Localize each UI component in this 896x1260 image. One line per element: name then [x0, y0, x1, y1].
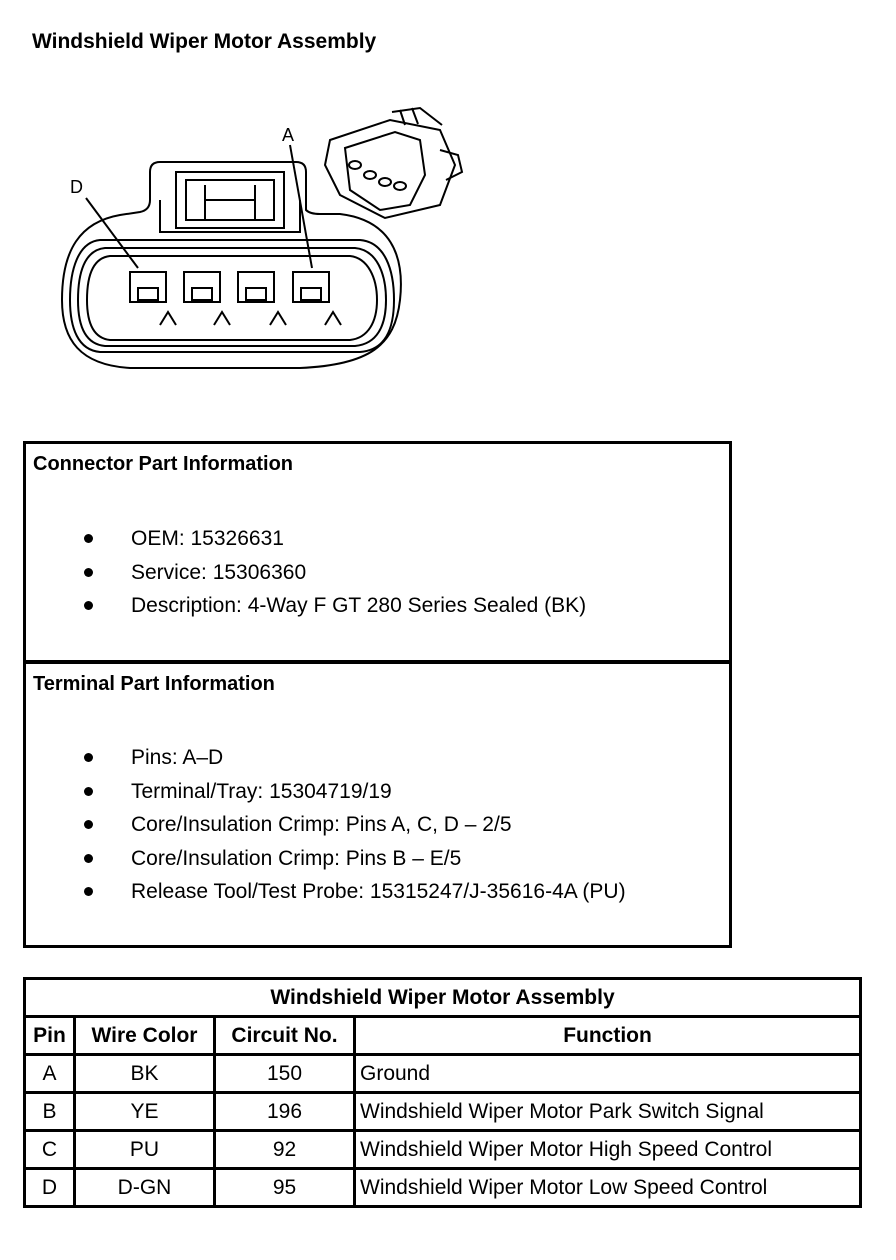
cell-pin: A: [25, 1055, 75, 1093]
bullet-icon: [84, 854, 93, 863]
bullet-icon: [84, 887, 93, 896]
terminal-part-info-list: [26, 741, 626, 909]
leader-line-d: [86, 198, 138, 268]
cell-pin: D: [25, 1169, 75, 1207]
cell-circuit-no: 95: [215, 1169, 355, 1207]
terminal-part-info-heading: Terminal Part Information: [33, 673, 275, 695]
cell-function: Windshield Wiper Motor Park Switch Signal: [355, 1093, 861, 1131]
bullet-icon: [84, 753, 93, 762]
cell-function: Windshield Wiper Motor High Speed Control: [355, 1131, 861, 1169]
table-row: [25, 1169, 861, 1207]
terminal-part-info-box: [23, 661, 732, 948]
cell-wire-color: YE: [75, 1093, 215, 1131]
bullet-icon: [84, 534, 93, 543]
column-header-pin: Pin: [25, 1017, 75, 1055]
column-header-circuit-no: Circuit No.: [215, 1017, 355, 1055]
list-item: Core/Insulation Crimp: Pins B – E/5: [26, 842, 626, 876]
pin-cavity-d: [130, 272, 166, 302]
cell-function: Ground: [355, 1055, 861, 1093]
list-item: Terminal/Tray: 15304719/19: [26, 775, 626, 809]
cell-wire-color: PU: [75, 1131, 215, 1169]
connector-3d-thumbnail: [325, 108, 462, 218]
connector-part-info-box: [23, 441, 732, 663]
bullet-icon: [84, 601, 93, 610]
connector-part-info-heading: Connector Part Information: [33, 453, 294, 475]
table-row: [25, 1055, 861, 1093]
list-item: Release Tool/Test Probe: 15315247/J-35616-4A (PU): [26, 875, 626, 909]
cell-function: Windshield Wiper Motor Low Speed Control: [355, 1169, 861, 1207]
list-item: Core/Insulation Crimp: Pins A, C, D – 2/5: [26, 808, 626, 842]
list-item: Service: 15306360: [26, 556, 586, 590]
pin-label-a: A: [282, 125, 295, 145]
connector-part-info-list: [26, 522, 586, 623]
connector-diagram: [0, 0, 896, 400]
bullet-icon: [84, 568, 93, 577]
cell-circuit-no: 150: [215, 1055, 355, 1093]
pin-cavity-b: [238, 272, 274, 302]
bullet-icon: [84, 820, 93, 829]
cell-pin: C: [25, 1131, 75, 1169]
bullet-icon: [84, 787, 93, 796]
cell-wire-color: D-GN: [75, 1169, 215, 1207]
pin-cavity-c: [184, 272, 220, 302]
list-item: Description: 4-Way F GT 280 Series Sealed (BK): [26, 589, 586, 623]
table-header-row: [25, 1017, 861, 1055]
column-header-function: Function: [355, 1017, 861, 1055]
page-title: Windshield Wiper Motor Assembly: [32, 30, 377, 53]
table-row: [25, 1093, 861, 1131]
cell-pin: B: [25, 1093, 75, 1131]
pin-table: [23, 977, 862, 1208]
table-row: [25, 1131, 861, 1169]
pin-cavity-a: [293, 272, 329, 302]
column-header-wire-color: Wire Color: [75, 1017, 215, 1055]
list-item: OEM: 15326631: [26, 522, 586, 556]
list-item: Pins: A–D: [26, 741, 626, 775]
pin-label-d: D: [70, 177, 83, 197]
pin-table-caption: Windshield Wiper Motor Assembly: [25, 979, 861, 1017]
cell-circuit-no: 196: [215, 1093, 355, 1131]
connector-ring-2: [78, 248, 386, 346]
connector-outer-shell: [62, 162, 401, 368]
cell-circuit-no: 92: [215, 1131, 355, 1169]
cell-wire-color: BK: [75, 1055, 215, 1093]
